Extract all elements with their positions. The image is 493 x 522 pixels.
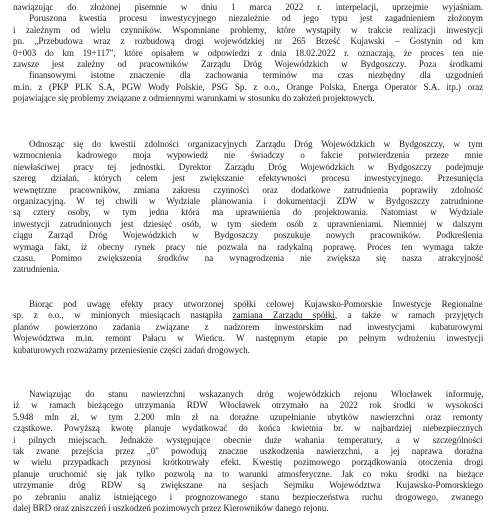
text-line: utrzymanie dróg RDW są zwiększane na sesjach Sejmiku Województwa Kujawsko-Pomorskiego — [13, 480, 484, 491]
text-line: planów powierzono zadania związane z nadzorem inwestorskim nad inwestycjami kubaturowymi — [13, 321, 483, 332]
text-line: m.in. z (PKP PLK S.A, PGW Wody Polskie, PSG Sp. z o.o., Orange Polska, Energa Operator S.A. itp.) oraz — [13, 81, 484, 92]
text-line: czasu. Pomimo zwiększenia środków na wynagrodzenia nie zwiększa się nasza atrakcyjność — [13, 253, 484, 264]
text-line: i pilnych miejscach. Jednakże występujące obecnie duże wahania temperatury, a w szczególności — [13, 434, 483, 445]
paragraph-4 — [13, 389, 483, 514]
text-line: Nawiązując do stanu nawierzchni wskazanych dróg wojewódzkich rejonu Włocławek informuję, — [29, 389, 484, 399]
text-line: pojawiające się problemy związane z odmiennymi warunkami w stosunku do założeń projektowych. — [13, 93, 375, 104]
text-line: Odnosząc się do kwestii zdolności organizacyjnych Zarządu Dróg Wojewódzkich w Bydgoszczy, w tym — [29, 139, 483, 149]
text-line: ciągu Zarząd Dróg Wojewódzkich w Bydgoszczy poszukuje nowych pracowników. Podkreślenia — [13, 230, 483, 241]
text-line: 5.948 mln zł, w tym 2.200 mln zł na doraźne uzupełnianie ubytków nawierzchni oraz remonty — [13, 411, 483, 422]
text-line: 0+003 do km 19+117", które opisałem w odpowiedzi z dnia 18.02.2022 r. oznaczają, że proces ten nie — [13, 47, 484, 58]
text-line: iż w ramach bieżącego utrzymania RDW Włocławek otrzymało na 2022 rok środki w wysokości — [13, 400, 484, 411]
paragraph-2 — [13, 139, 483, 276]
paragraph-1 — [13, 2, 483, 105]
text-line: szereg działań, których celem jest zwiększanie efektywności procesu inwestycyjnego. Przesunięcia — [13, 173, 484, 184]
text-line: kubaturowych rozważamy przeniesienie części zadań drogowych. — [13, 344, 250, 355]
text-line: niewłaściwej pracy tej jednostki. Dyrektor Zarządu Dróg Wojewódzkich w Bydgoszczy podejmuje — [13, 161, 484, 172]
text-line: Województwa m.in. remont Pałacu w Wieńcu. W następnym etapie po pełnym wdrożeniu inwestycji — [13, 333, 484, 344]
text-line: zawsze jest zależny od pracowników Zarządu Dróg Wojewódzkich w Bydgoszczy. Poza środkami — [13, 59, 483, 70]
text-line: nawiązując do złożonej pisemnie w dniu 1 marca 2022 r. interpelacji, uprzejmie wyjaśniam. — [13, 2, 484, 12]
text-line: zatrudnienia. — [13, 264, 60, 275]
text-line: w wielu przypadkach przynosi krótkotrwały efekt. Kwestię pozimowego porządkowania otoczenia drogi — [13, 457, 484, 468]
text-line: dalej BRD oraz zniszczeń i uszkodzeń pozimowych przez Kierowników danego rejonu. — [13, 503, 329, 514]
text-line: wzmocnienia kadrowego moja wypowiedź nie świadczy o fakcie potwierdzenia przeze mnie — [13, 150, 483, 161]
text-line: organizacyjną. W tej chwili w Wydziale planowania i dokumentacji ZDW w Bydgoszczy zatrudnione — [13, 196, 483, 207]
underlined-text: zamiana Zarządu spółki — [232, 310, 335, 321]
text-line: finansowymi istotne znaczenie dla zachowania terminów ma czas niezbędny dla uzgodnień — [29, 70, 484, 81]
text-line: i zależnym od wielu czynników. Wspomniane problemy, które wystąpiły w trakcie realizacji inwestycji — [13, 24, 483, 35]
paragraph-3 — [13, 299, 483, 356]
text-line: inwestycji zatrudnionych jest dziesięć osób, w tym siedem osób z uprawnieniami. Niemniej w dalszym — [13, 218, 483, 229]
text-line: planuje uruchomić się jak tylko pozwolą na to warunki atmosferyczne. Jak co roku środki na bieżące — [13, 468, 484, 479]
text-line: tak zwane przejścia przez „0" powodują znaczne uszkodzenia nawierzchni, a jej naprawa doraźna — [13, 446, 483, 457]
text-before-underline: sp. z o.o., w minionych miesiącach nastąpiła — [13, 310, 233, 321]
text-line: po zebraniu analiz istniejącego i prognozowanego stanu bezpieczeństwa ruchu drogowego, zwanego — [13, 491, 484, 502]
text-line: Biorąc pod uwagę efekty pracy utworzonej spółki celowej Kujawsko-Pomorskie Inwestycje Regionalne — [29, 299, 483, 309]
text-after-underline: , a także w ramach przyjętych — [334, 310, 484, 321]
text-line: pn. „Przebudowa wraz z rozbudową drogi wojewódzkiej nr 265 Brześć Kujawski – Gostynin od km — [13, 36, 484, 47]
text-line: wewnętrzne pracowników, zmiana zakresu czynności oraz dodatkowe zatrudnienia poprawiły zdolność — [13, 184, 483, 195]
text-line: Poruszona kwestia procesu inwestycyjnego niezależnie od jego typu jest zagadnieniem złożonym — [29, 13, 483, 24]
text-line: są cztery osoby, w tym jedna która ma uprawnienia do projektowania. Natomiast w Wydziale — [13, 207, 483, 218]
text-line: wymaga fakt, iż obecny rynek pracy nie pozwala na radykalną poprawę. Proces ten wymaga także — [13, 241, 483, 252]
text-line-with-underline — [13, 310, 483, 321]
text-line: cząstkowe. Powyższą kwotę planuje wydatkować do końca kwietnia br. w najbardziej niebezpiecznych — [13, 423, 483, 434]
